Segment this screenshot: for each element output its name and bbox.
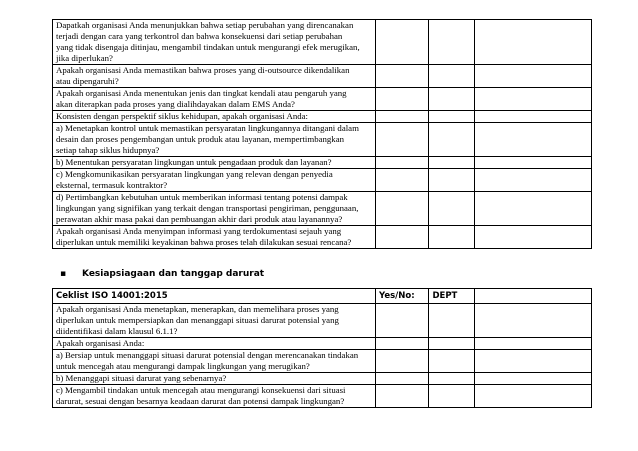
table-row xyxy=(53,226,592,249)
question-text-line: desain dan proses pengembangan untuk produk atau layanan, mempertimbangkan xyxy=(56,134,345,144)
table-row xyxy=(53,157,592,169)
question-cell xyxy=(53,157,376,169)
table-row xyxy=(53,20,592,65)
header-yes-no: Yes/No: xyxy=(375,289,428,304)
answer-dept-cell[interactable] xyxy=(429,65,474,88)
question-text-line: darurat, sesuai dengan besarnya keadaan darurat dan potensi dampak lingkungan? xyxy=(56,396,345,406)
answer-yes-no-cell[interactable] xyxy=(375,373,428,385)
header-checklist: Ceklist ISO 14001:2015 xyxy=(53,289,376,304)
section-heading xyxy=(60,268,264,280)
answer-yes-no-cell[interactable] xyxy=(375,123,428,157)
table-row xyxy=(53,65,592,88)
question-text-line: a) Bersiap untuk menanggapi situasi darurat potensial dengan merencanakan tindakan xyxy=(56,350,359,360)
answer-yes-no-cell[interactable] xyxy=(375,88,428,111)
question-text-line: diperlukan untuk memiliki keyakinan bahwa proses telah dilakukan sesuai rencana? xyxy=(56,237,352,247)
notes-cell[interactable] xyxy=(474,338,591,350)
table-row xyxy=(53,88,592,111)
question-text-line: Dapatkah organisasi Anda menunjukkan bahwa setiap perubahan yang direncanakan xyxy=(56,20,354,30)
answer-yes-no-cell[interactable] xyxy=(375,385,428,408)
question-text-line: Apakah organisasi Anda menyimpan informasi yang terdokumentasi sejauh yang xyxy=(56,226,342,236)
answer-dept-cell[interactable] xyxy=(429,385,474,408)
table-row xyxy=(53,385,592,408)
checklist-table-emergency xyxy=(52,288,592,408)
question-cell xyxy=(53,338,376,350)
answer-dept-cell[interactable] xyxy=(429,350,474,373)
notes-cell[interactable] xyxy=(474,20,591,65)
notes-cell[interactable] xyxy=(474,304,591,338)
answer-yes-no-cell[interactable] xyxy=(375,338,428,350)
table-row xyxy=(53,123,592,157)
bullet-icon: ▪ xyxy=(60,269,67,279)
answer-dept-cell[interactable] xyxy=(429,192,474,226)
answer-dept-cell[interactable] xyxy=(429,111,474,123)
notes-cell[interactable] xyxy=(474,111,591,123)
table-row xyxy=(53,350,592,373)
section-title: Kesiapsiagaan dan tanggap darurat xyxy=(82,269,265,279)
table1-body xyxy=(53,20,592,249)
notes-cell[interactable] xyxy=(474,373,591,385)
question-text-line: terjadi dengan cara yang terkontrol dan bahwa konsekuensi dari setiap perubahan xyxy=(56,31,343,41)
notes-cell[interactable] xyxy=(474,169,591,192)
question-text-line: c) Mengkomunikasikan persyaratan lingkungan yang relevan dengan penyedia xyxy=(56,169,333,179)
question-text-line: lingkungan yang signifikan yang terkait dengan transportasi pengiriman, penggunaan, xyxy=(56,203,359,213)
question-text-line: Konsisten dengan perspektif siklus kehidupan, apakah organisasi Anda: xyxy=(56,111,308,121)
question-text-line: c) Mengambil tindakan untuk mencegah atau mengurangi konsekuensi dari situasi xyxy=(56,385,346,395)
question-cell xyxy=(53,169,376,192)
question-text-line: Apakah organisasi Anda menetapkan, menerapkan, dan memelihara proses yang xyxy=(56,304,339,314)
table2-body xyxy=(53,304,592,408)
question-text-line: atau dipengaruhi? xyxy=(56,76,119,86)
notes-cell[interactable] xyxy=(474,157,591,169)
answer-yes-no-cell[interactable] xyxy=(375,304,428,338)
answer-dept-cell[interactable] xyxy=(429,123,474,157)
answer-dept-cell[interactable] xyxy=(429,157,474,169)
question-cell xyxy=(53,111,376,123)
answer-yes-no-cell[interactable] xyxy=(375,65,428,88)
question-text-line: setiap tahap siklus hidupnya? xyxy=(56,145,160,155)
question-text-line: d) Pertimbangkan kebutuhan untuk memberikan informasi tentang potensi dampak xyxy=(56,192,348,202)
question-text-line: untuk mencegah atau mengurangi dampak lingkungan yang merugikan? xyxy=(56,361,310,371)
question-text-line: jika diperlukan? xyxy=(56,53,113,63)
notes-cell[interactable] xyxy=(474,350,591,373)
question-text-line: Apakah organisasi Anda: xyxy=(56,338,145,348)
question-text-line: Apakah organisasi Anda memastikan bahwa proses yang di-outsource dikendalikan xyxy=(56,65,350,75)
answer-dept-cell[interactable] xyxy=(429,226,474,249)
question-text-line: a) Menetapkan kontrol untuk memastikan persyaratan lingkungannya ditangani dalam xyxy=(56,123,359,133)
question-text-line: diperlukan untuk mempersiapkan dan menanggapi situasi darurat potensial yang xyxy=(56,315,339,325)
table-row xyxy=(53,338,592,350)
notes-cell[interactable] xyxy=(474,226,591,249)
question-text-line: b) Menanggapi situasi darurat yang sebenarnya? xyxy=(56,373,227,383)
question-cell xyxy=(53,373,376,385)
question-cell xyxy=(53,65,376,88)
notes-cell[interactable] xyxy=(474,192,591,226)
answer-dept-cell[interactable] xyxy=(429,88,474,111)
question-cell xyxy=(53,20,376,65)
question-cell xyxy=(53,192,376,226)
answer-yes-no-cell[interactable] xyxy=(375,350,428,373)
checklist-table-operational xyxy=(52,19,592,249)
question-cell xyxy=(53,226,376,249)
question-text-line: diidentifikasi dalam klausul 6.1.1? xyxy=(56,326,178,336)
question-text-line: yang tidak disengaja ditinjau, mengambil tindakan untuk mengurangi efek merugikan, xyxy=(56,42,360,52)
table-row xyxy=(53,111,592,123)
question-cell xyxy=(53,304,376,338)
table-row xyxy=(53,169,592,192)
notes-cell[interactable] xyxy=(474,123,591,157)
answer-yes-no-cell[interactable] xyxy=(375,111,428,123)
answer-yes-no-cell[interactable] xyxy=(375,169,428,192)
answer-yes-no-cell[interactable] xyxy=(375,157,428,169)
answer-dept-cell[interactable] xyxy=(429,338,474,350)
notes-cell[interactable] xyxy=(474,385,591,408)
header-empty xyxy=(474,289,591,304)
table-row xyxy=(53,192,592,226)
table-row xyxy=(53,304,592,338)
question-text-line: eksternal, termasuk kontraktor? xyxy=(56,180,168,190)
answer-dept-cell[interactable] xyxy=(429,169,474,192)
question-text-line: akan diterapkan pada proses yang dialihdayakan dalam EMS Anda? xyxy=(56,99,295,109)
question-cell xyxy=(53,88,376,111)
question-cell xyxy=(53,350,376,373)
header-dept: DEPT xyxy=(429,289,474,304)
question-text-line: Apakah organisasi Anda menentukan jenis dan tingkat kendali atau pengaruh yang xyxy=(56,88,347,98)
question-text-line: b) Menentukan persyaratan lingkungan untuk pengadaan produk dan layanan? xyxy=(56,157,332,167)
notes-cell[interactable] xyxy=(474,65,591,88)
answer-dept-cell[interactable] xyxy=(429,373,474,385)
answer-yes-no-cell[interactable] xyxy=(375,192,428,226)
answer-dept-cell[interactable] xyxy=(429,304,474,338)
answer-yes-no-cell[interactable] xyxy=(375,226,428,249)
question-cell xyxy=(53,385,376,408)
table-header-row xyxy=(53,289,592,304)
question-cell xyxy=(53,123,376,157)
answer-dept-cell[interactable] xyxy=(429,20,474,65)
answer-yes-no-cell[interactable] xyxy=(375,20,428,65)
question-text-line: perawatan akhir masa pakai dan pembuangan akhir dari produk atau layanannya? xyxy=(56,214,343,224)
notes-cell[interactable] xyxy=(474,88,591,111)
table-row xyxy=(53,373,592,385)
